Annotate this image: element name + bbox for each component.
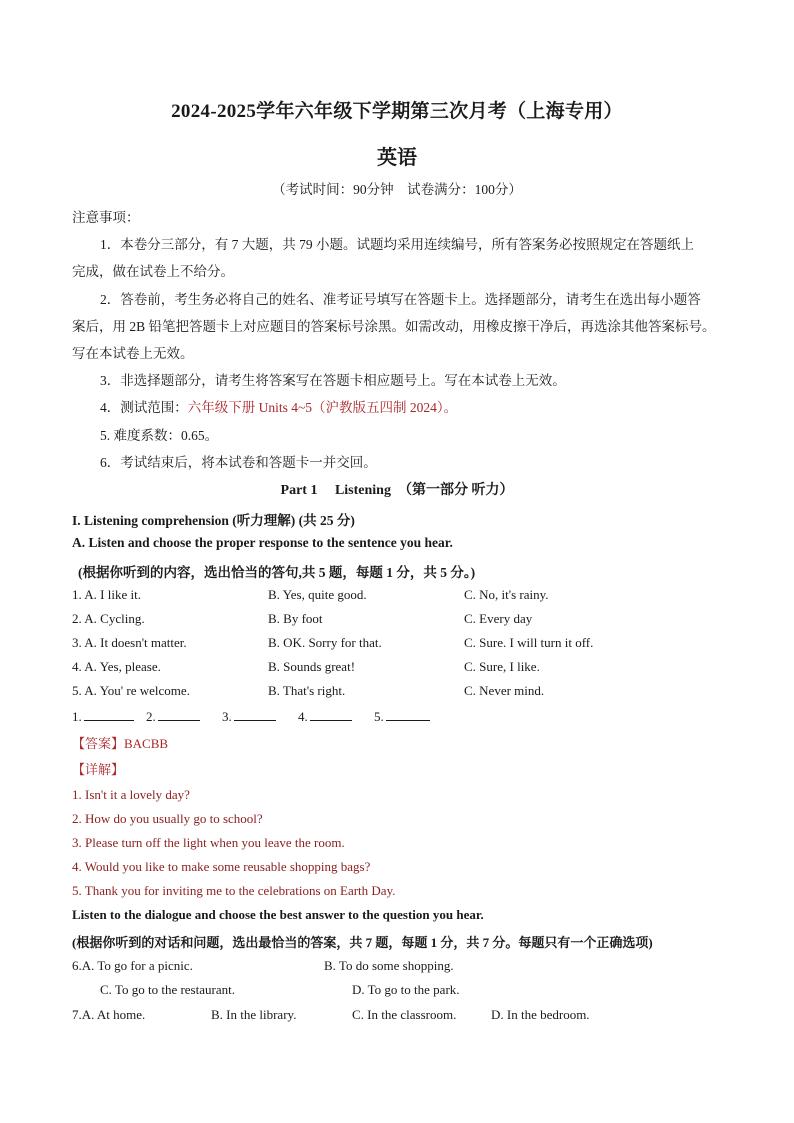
- notice-item: 1．本卷分三部分，有 7 大题，共 79 小题。试题均采用连续编号，所有答案务必按照规定在答题纸上: [100, 237, 694, 252]
- q7-option-d: D. In the bedroom.: [491, 1007, 590, 1022]
- q5-option-c: C. Never mind.: [464, 683, 545, 698]
- q7-option-c: C. In the classroom.: [352, 1007, 457, 1022]
- q4-option-a: 4. A. Yes, please.: [72, 659, 161, 674]
- q1-option-b: B. Yes, quite good.: [268, 587, 367, 602]
- detail-label: 【详解】: [72, 762, 125, 777]
- q4-option-b: B. Sounds great!: [268, 659, 356, 674]
- detail-item: 1. Isn't it a lovely day?: [72, 787, 190, 802]
- q7-option-a: 7.A. At home.: [72, 1007, 146, 1022]
- detail-item: 3. Please turn off the light when you leave the room.: [72, 835, 345, 850]
- q3-option-a: 3. A. It doesn't matter.: [72, 635, 187, 650]
- notice-item: 写在本试卷上无效。: [72, 346, 194, 361]
- answer-blank-2[interactable]: 2.: [146, 708, 200, 725]
- answer-blank-1[interactable]: 1.: [72, 708, 134, 725]
- q2-option-c: C. Every day: [464, 611, 533, 626]
- part-heading: Part 1 Listening （第一部分 听力）: [280, 483, 514, 498]
- q6-option-a: 6.A. To go for a picnic.: [72, 958, 193, 973]
- q3-option-b: B. OK. Sorry for that.: [268, 635, 382, 650]
- q5-option-b: B. That's right.: [268, 683, 346, 698]
- detail-item: 4. Would you like to make some reusable shopping bags?: [72, 859, 371, 874]
- answer-key: 【答案】BACBB: [72, 736, 169, 751]
- notice-item: 6．考试结束后，将本试卷和答题卡一并交回。: [100, 455, 377, 470]
- notice-scope: [100, 396, 457, 416]
- exam-subject: 英语: [377, 147, 417, 169]
- notice-item: 案后，用 2B 铅笔把答题卡上对应题目的答案标号涂黑。如需改动，用橡皮擦干净后，再选涂其他答案标号。: [72, 319, 716, 334]
- q1-option-a: 1. A. I like it.: [72, 587, 141, 602]
- scope-label: 4．测试范围：: [100, 400, 188, 415]
- answer-blank-5[interactable]: 5.: [374, 708, 430, 725]
- scope-value: 六年级下册 Units 4~5（沪教版五四制 2024）。: [187, 400, 458, 415]
- section-b-note: (根据你听到的对话和问题，选出最恰当的答案，共 7 题，每题 1 分，共 7 分。每题只有一个正确选项): [72, 935, 653, 950]
- notice-item: 3．非选择题部分，请考生将答案写在答题卡相应题号上。写在本试卷上无效。: [100, 373, 566, 388]
- q7-option-b: B. In the library.: [211, 1007, 297, 1022]
- answer-blank-3[interactable]: 3.: [222, 708, 276, 725]
- section-heading: I. Listening comprehension (听力理解) (共 25 分): [72, 513, 355, 528]
- detail-item: 2. How do you usually go to school?: [72, 811, 263, 826]
- section-a-title: A. Listen and choose the proper response to the sentence you hear.: [72, 535, 453, 550]
- q6-option-b: B. To do some shopping.: [324, 958, 454, 973]
- notice-item: 完成，做在试卷上不给分。: [72, 264, 234, 279]
- section-a-note: (根据你听到的内容，选出恰当的答句,共 5 题，每题 1 分，共 5 分。): [78, 565, 476, 580]
- q1-option-c: C. No, it's rainy.: [464, 587, 549, 602]
- notice-item: 5. 难度系数：0.65。: [100, 428, 219, 443]
- exam-title: 2024-2025学年六年级下学期第三次月考（上海专用）: [171, 101, 623, 122]
- q3-option-c: C. Sure. I will turn it off.: [464, 635, 594, 650]
- answer-blank-4[interactable]: 4.: [298, 708, 352, 725]
- q5-option-a: 5. A. You' re welcome.: [72, 683, 190, 698]
- q4-option-c: C. Sure, I like.: [464, 659, 540, 674]
- q6-option-c: C. To go to the restaurant.: [100, 982, 235, 997]
- exam-meta: （考试时间：90分钟 试卷满分：100分）: [272, 182, 522, 197]
- q2-option-a: 2. A. Cycling.: [72, 611, 145, 626]
- q2-option-b: B. By foot: [268, 611, 323, 626]
- section-b-title: Listen to the dialogue and choose the best answer to the question you hear.: [72, 907, 484, 922]
- detail-item: 5. Thank you for inviting me to the celebrations on Earth Day.: [72, 883, 396, 898]
- notice-item: 2．答卷前，考生务必将自己的姓名、准考证号填写在答题卡上。选择题部分，请考生在选出每小题答: [100, 292, 701, 307]
- q6-option-d: D. To go to the park.: [352, 982, 460, 997]
- notice-heading: 注意事项：: [72, 210, 140, 225]
